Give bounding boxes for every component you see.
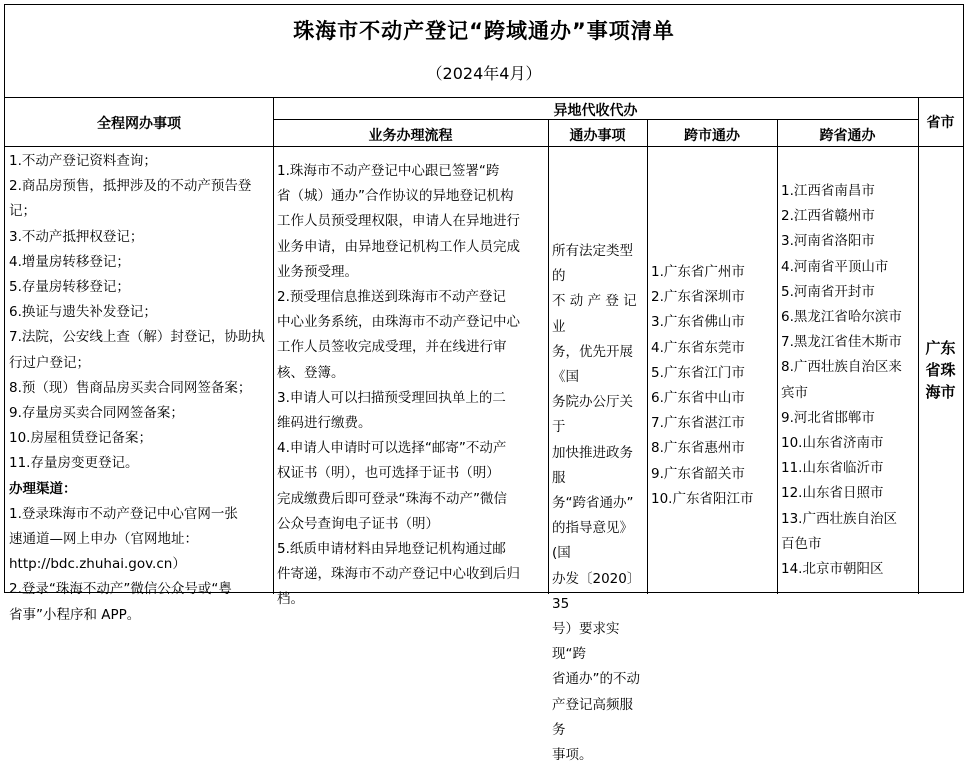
process-steps-list <box>277 159 547 613</box>
process-step-line: 中心业务系统，由珠海市不动产登记中心 <box>277 314 520 331</box>
cross-city-item: 3.广东省佛山市 <box>651 314 745 331</box>
row-label-line: 省珠 <box>925 361 956 379</box>
cross-province-item: 8.广西壮族自治区来 <box>781 359 902 376</box>
process-step-line: 权证书（明），也可选择于证书（明） <box>277 465 500 482</box>
online-matter-line: 9.存量房买卖合同网签备案； <box>9 405 184 422</box>
cross-province-item: 6.黑龙江省哈尔滨市 <box>781 309 902 326</box>
cross-province-list <box>781 179 918 582</box>
cross-city-item: 4.广东省东莞市 <box>651 339 745 356</box>
page-title: 珠海市不动产登记“跨域通办”事项清单 <box>293 19 675 43</box>
col-divider-1 <box>273 97 274 594</box>
cross-city-list <box>651 260 777 512</box>
row-label-line: 广东 <box>925 339 956 357</box>
matters-line: 产登记高频服务 <box>552 696 633 738</box>
document-header <box>5 5 963 98</box>
document-table <box>4 4 964 764</box>
body-top-divider <box>5 146 963 147</box>
cross-province-item: 11.山东省临沂市 <box>781 460 884 477</box>
header-cross-province: 跨省通办 <box>819 128 876 144</box>
header-province-city: 省市 <box>926 115 955 131</box>
col-divider-2 <box>548 119 549 594</box>
process-step-line: 业务申请，由异地登记机构工作人员完成 <box>277 238 520 255</box>
cross-province-item: 7.黑龙江省佳木斯市 <box>781 334 902 351</box>
cross-city-item: 7.广东省湛江市 <box>651 415 745 432</box>
matters-line: 所有法定类型的 <box>552 243 633 285</box>
page-subtitle: （2024年4月） <box>426 64 542 83</box>
process-step-line: 5.纸质申请材料由异地登记机构通过邮 <box>277 541 506 558</box>
cross-city-item: 5.广东省江门市 <box>651 364 745 381</box>
online-matter-line: 速通道—网上申办（官网地址： <box>9 531 198 548</box>
process-step-line: 维码进行缴费。 <box>277 415 372 432</box>
online-matter-line: http://bdc.zhuhai.gov.cn） <box>9 556 186 573</box>
online-matter-line: 6.换证与遗失补发登记； <box>9 304 157 321</box>
cross-city-item: 1.广东省广州市 <box>651 264 745 280</box>
online-matter-line: 记； <box>9 203 36 220</box>
cross-city-item: 8.广东省惠州市 <box>651 440 745 457</box>
matters-line: 办发〔2020〕35 <box>552 570 641 612</box>
online-matter-line: 7.法院，公安线上查（解）封登记，协助执 <box>9 329 265 346</box>
online-matter-line: 8.预（现）售商品房买卖合同网签备案； <box>9 379 252 396</box>
matters-line: 务院办公厅关于 <box>552 394 633 436</box>
cross-province-item: 百色市 <box>781 535 822 552</box>
cross-province-item: 10.山东省济南市 <box>781 435 884 452</box>
row-label-zhuhai <box>918 337 963 403</box>
header-process: 业务办理流程 <box>368 128 453 144</box>
cross-city-item: 6.广东省中山市 <box>651 390 745 407</box>
process-step-line: 业务预受理。 <box>277 263 358 280</box>
process-step-line: 3.申请人可以扫描预受理回执单上的二 <box>277 389 506 406</box>
process-step-line: 完成缴费后即可登录“珠海不动产”微信 <box>277 490 507 507</box>
col-divider-4 <box>777 119 778 594</box>
cross-province-item: 13.广西壮族自治区 <box>781 510 897 527</box>
cross-city-item: 9.广东省韶关市 <box>651 465 745 482</box>
matters-line: 号）要求实现“跨 <box>552 621 620 663</box>
process-step-line: 工作人员签收完成受理，并在线进行审 <box>277 339 507 356</box>
cross-province-item: 14.北京市朝阳区 <box>781 561 884 578</box>
online-matter-line: 1.不动产登记资料查询； <box>9 153 157 169</box>
cross-city-item: 10.广东省阳江市 <box>651 490 754 507</box>
online-matter-line: 1.登录珠海市不动产登记中心官网一张 <box>9 505 238 522</box>
process-step-line: 工作人员预受理权限，申请人在异地进行 <box>277 213 520 230</box>
process-step-line: 4.申请人申请时可以选择“邮寄”不动产 <box>277 440 507 457</box>
online-matters-list <box>9 149 271 628</box>
cross-province-item: 1.江西省南昌市 <box>781 183 875 199</box>
header-matters: 通办事项 <box>569 128 626 144</box>
matters-line: 加快推进政务服 <box>552 444 633 486</box>
cross-province-item: 9.河北省邯郸市 <box>781 409 875 426</box>
process-step-line: 1.珠海市不动产登记中心跟已签署“跨 <box>277 163 500 179</box>
online-matter-line: 省事”小程序和 APP。 <box>9 606 141 623</box>
online-matter-line: 3.不动产抵押权登记； <box>9 228 144 245</box>
cross-province-item: 2.江西省赣州市 <box>781 208 875 225</box>
cross-province-item: 5.河南省开封市 <box>781 283 875 300</box>
matters-line: 省通办”的不动 <box>552 671 640 688</box>
cross-province-item: 12.山东省日照市 <box>781 485 884 502</box>
online-matter-line: 10.房屋租赁登记备案； <box>9 430 152 447</box>
matters-line: 务“跨省通办” <box>552 495 634 512</box>
process-step-line: 公众号查询电子证书（明） <box>277 515 439 532</box>
online-matter-line: 办理渠道： <box>9 480 77 497</box>
col-divider-3 <box>647 119 648 594</box>
online-matter-line: 2.商品房预售，抵押涉及的不动产预告登 <box>9 178 252 195</box>
online-matter-line: 4.增量房转移登记； <box>9 253 130 270</box>
cross-province-item: 宾市 <box>781 384 808 401</box>
online-matter-line: 2.登录“珠海不动产”微信公众号或“粤 <box>9 581 232 598</box>
cross-province-item: 4.河南省平顶山市 <box>781 258 889 275</box>
cross-city-item: 2.广东省深圳市 <box>651 289 745 306</box>
matters-line: 不 动 产 登 记 业 <box>552 293 637 335</box>
online-matter-line: 11.存量房变更登记。 <box>9 455 139 472</box>
online-matter-line: 5.存量房转移登记； <box>9 279 130 296</box>
cross-province-item: 3.河南省洛阳市 <box>781 233 875 250</box>
process-step-line: 2.预受理信息推送到珠海市不动产登记 <box>277 289 506 306</box>
process-step-line: 档。 <box>277 591 304 608</box>
header-online-matters: 全程网办事项 <box>97 116 181 132</box>
online-matter-line: 行过户登记； <box>9 354 90 371</box>
process-step-line: 核、登簿。 <box>277 364 345 381</box>
process-step-line: 省（城）通办”合作协议的异地登记机构 <box>277 188 514 205</box>
matters-line: 务，优先开展《国 <box>552 343 633 386</box>
process-step-line: 件寄递，珠海市不动产登记中心收到后归 <box>277 566 520 583</box>
header-group: 异地代收代办 <box>553 103 638 119</box>
header-cross-city: 跨市通办 <box>684 128 740 144</box>
matters-list <box>552 239 646 768</box>
matters-line: 事项。 <box>552 747 593 764</box>
row-label-line: 海市 <box>925 383 956 401</box>
matters-line: 的指导意见》(国 <box>552 520 633 562</box>
